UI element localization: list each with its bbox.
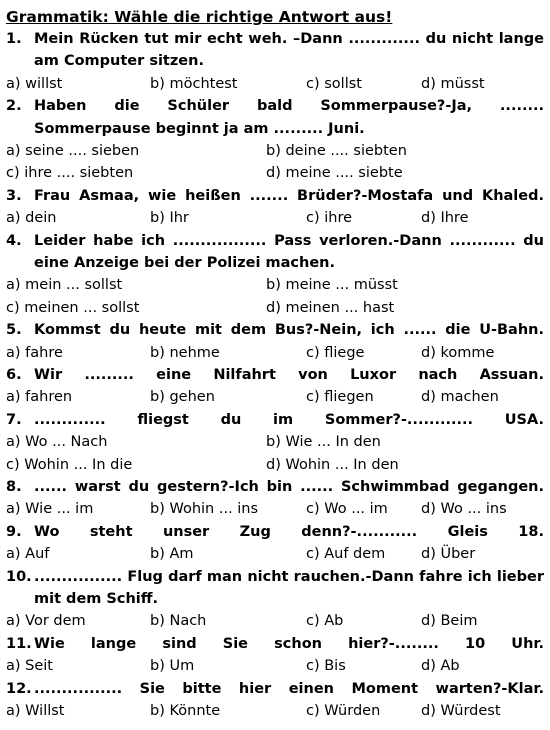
worksheet-title: Grammatik: Wähle die richtige Antwort aus! [6, 8, 393, 26]
question-number: 11. [6, 635, 32, 652]
answer-option-b[interactable]: b) Ihr [150, 210, 189, 227]
question-stem [6, 319, 544, 341]
answer-option-d[interactable]: d) Wo ... ins [421, 501, 507, 518]
answer-options [6, 140, 544, 162]
answer-option-d[interactable]: d) machen [421, 389, 499, 406]
answer-option-c[interactable]: c) Bis [306, 658, 346, 675]
answer-option-a[interactable]: a) Wie ... im [6, 501, 94, 518]
answer-option-a[interactable]: a) dein [6, 210, 57, 227]
answer-options [6, 610, 544, 632]
question-text: Mein Rücken tut mir echt weh. –Dann ............. du nicht lange am Computer sitzen. [34, 31, 544, 70]
question-number: 6. [6, 366, 22, 383]
answer-option-b[interactable]: b) möchtest [150, 75, 238, 92]
answer-option-c[interactable]: c) Auf dem [306, 546, 386, 563]
question-stem [6, 633, 544, 655]
question-text: ................ Flug darf man nicht rauchen.-Dann fahre ich lieber mit dem Schiff. [34, 568, 544, 607]
answer-option-a[interactable]: a) Vor dem [6, 613, 86, 630]
answer-option-b[interactable]: b) deine .... siebten [266, 143, 407, 160]
question-stem [6, 185, 544, 207]
answer-options [6, 207, 544, 229]
question-number: 7. [6, 411, 22, 428]
question-stem [6, 521, 544, 543]
answer-option-a[interactable]: a) Willst [6, 702, 65, 719]
answer-options [6, 297, 544, 319]
answer-option-d[interactable]: d) Beim [421, 613, 478, 630]
question-number: 2. [6, 98, 22, 115]
question-7 [6, 409, 544, 476]
question-number: 12. [6, 680, 32, 697]
answer-option-b[interactable]: b) Am [150, 546, 194, 563]
question-4 [6, 230, 544, 320]
answer-option-c[interactable]: c) fliege [306, 344, 365, 361]
answer-option-c[interactable]: c) Wo ... im [306, 501, 388, 518]
question-number: 1. [6, 31, 22, 47]
answer-option-a[interactable]: a) willst [6, 75, 63, 92]
answer-option-b[interactable]: b) meine ... müsst [266, 277, 398, 294]
question-stem [6, 476, 544, 498]
answer-option-b[interactable]: b) Wie ... In den [266, 434, 381, 451]
question-11 [6, 633, 544, 678]
answer-option-a[interactable]: a) fahren [6, 389, 73, 406]
answer-options [6, 274, 544, 296]
answer-option-c[interactable]: c) fliegen [306, 389, 374, 406]
question-stem [6, 678, 544, 700]
question-8 [6, 476, 544, 521]
question-text: ...... warst du gestern?-Ich bin ...... Schwimmbad gegangen. [34, 478, 544, 495]
answer-option-a[interactable]: a) seine .... sieben [6, 143, 140, 160]
question-10 [6, 566, 544, 633]
question-stem [6, 409, 544, 431]
answer-option-a[interactable]: a) Auf [6, 546, 50, 563]
question-2 [6, 95, 544, 185]
answer-option-c[interactable]: c) Wohin ... In die [6, 456, 133, 473]
question-12 [6, 678, 544, 723]
answer-option-d[interactable]: d) Über [421, 546, 476, 563]
question-1 [6, 28, 544, 95]
answer-option-b[interactable]: b) Um [150, 658, 195, 675]
answer-options [6, 73, 544, 95]
answer-options [6, 431, 544, 453]
question-number: 3. [6, 187, 22, 204]
answer-option-d[interactable]: d) müsst [421, 75, 485, 92]
answer-option-d[interactable]: d) meine .... siebte [266, 165, 403, 182]
question-text: Haben die Schüler bald Sommerpause?-Ja, ........ Sommerpause beginnt ja am ......... Juni. [34, 98, 544, 137]
question-text: Kommst du heute mit dem Bus?-Nein, ich ...... die U-Bahn. [34, 322, 544, 339]
answer-options [6, 386, 544, 408]
question-6 [6, 364, 544, 409]
question-stem [6, 566, 544, 611]
answer-option-a[interactable]: a) mein ... sollst [6, 277, 123, 294]
question-9 [6, 521, 544, 566]
answer-options [6, 700, 544, 722]
answer-option-c[interactable]: c) ihre [306, 210, 353, 227]
answer-option-b[interactable]: b) Könnte [150, 702, 221, 719]
question-stem [6, 95, 544, 140]
answer-option-b[interactable]: b) Nach [150, 613, 207, 630]
question-list [6, 28, 544, 722]
question-3 [6, 185, 544, 230]
question-number: 9. [6, 523, 22, 540]
answer-option-d[interactable]: d) meinen ... hast [266, 299, 395, 316]
question-text: ............. fliegst du im Sommer?-............ USA. [34, 411, 544, 428]
question-stem [6, 28, 544, 73]
answer-options [6, 162, 544, 184]
answer-option-d[interactable]: d) Ab [421, 658, 460, 675]
answer-options [6, 543, 544, 565]
question-text: Leider habe ich ................. Pass verloren.-Dann ............ du eine Anzeige bei der Polizei machen. [34, 232, 544, 271]
answer-options [6, 655, 544, 677]
answer-options [6, 498, 544, 520]
question-text: ................ Sie bitte hier einen Moment warten?-Klar. [34, 680, 544, 697]
answer-option-a[interactable]: a) Seit [6, 658, 53, 675]
question-5 [6, 319, 544, 364]
answer-option-a[interactable]: a) fahre [6, 344, 63, 361]
question-stem [6, 364, 544, 386]
answer-option-c[interactable]: c) Ab [306, 613, 344, 630]
answer-option-d[interactable]: d) Ihre [421, 210, 469, 227]
answer-option-c[interactable]: c) ihre .... siebten [6, 165, 134, 182]
question-number: 4. [6, 232, 22, 249]
question-text: Wo steht unser Zug denn?-........... Gleis 18. [34, 523, 544, 540]
answer-option-b[interactable]: b) Wohin ... ins [150, 501, 259, 518]
answer-option-c[interactable]: c) meinen ... sollst [6, 299, 140, 316]
question-stem [6, 230, 544, 275]
question-number: 10. [6, 568, 32, 585]
answer-option-d[interactable]: d) Würdest [421, 702, 501, 719]
question-text: Wie lange sind Sie schon hier?-........ 10 Uhr. [34, 635, 544, 652]
answer-option-a[interactable]: a) Wo ... Nach [6, 434, 108, 451]
answer-option-b[interactable]: b) gehen [150, 389, 215, 406]
answer-options [6, 342, 544, 364]
question-number: 5. [6, 322, 22, 339]
answer-option-c[interactable]: c) Würden [306, 702, 381, 719]
question-number: 8. [6, 478, 22, 495]
answer-option-d[interactable]: d) komme [421, 344, 495, 361]
question-text: Frau Asmaa, wie heißen ....... Brüder?-Mostafa und Khaled. [34, 187, 544, 204]
answer-options [6, 454, 544, 476]
answer-option-c[interactable]: c) sollst [306, 75, 362, 92]
question-text: Wir ......... eine Nilfahrt von Luxor nach Assuan. [34, 366, 544, 383]
answer-option-b[interactable]: b) nehme [150, 344, 220, 361]
answer-option-d[interactable]: d) Wohin ... In den [266, 456, 399, 473]
